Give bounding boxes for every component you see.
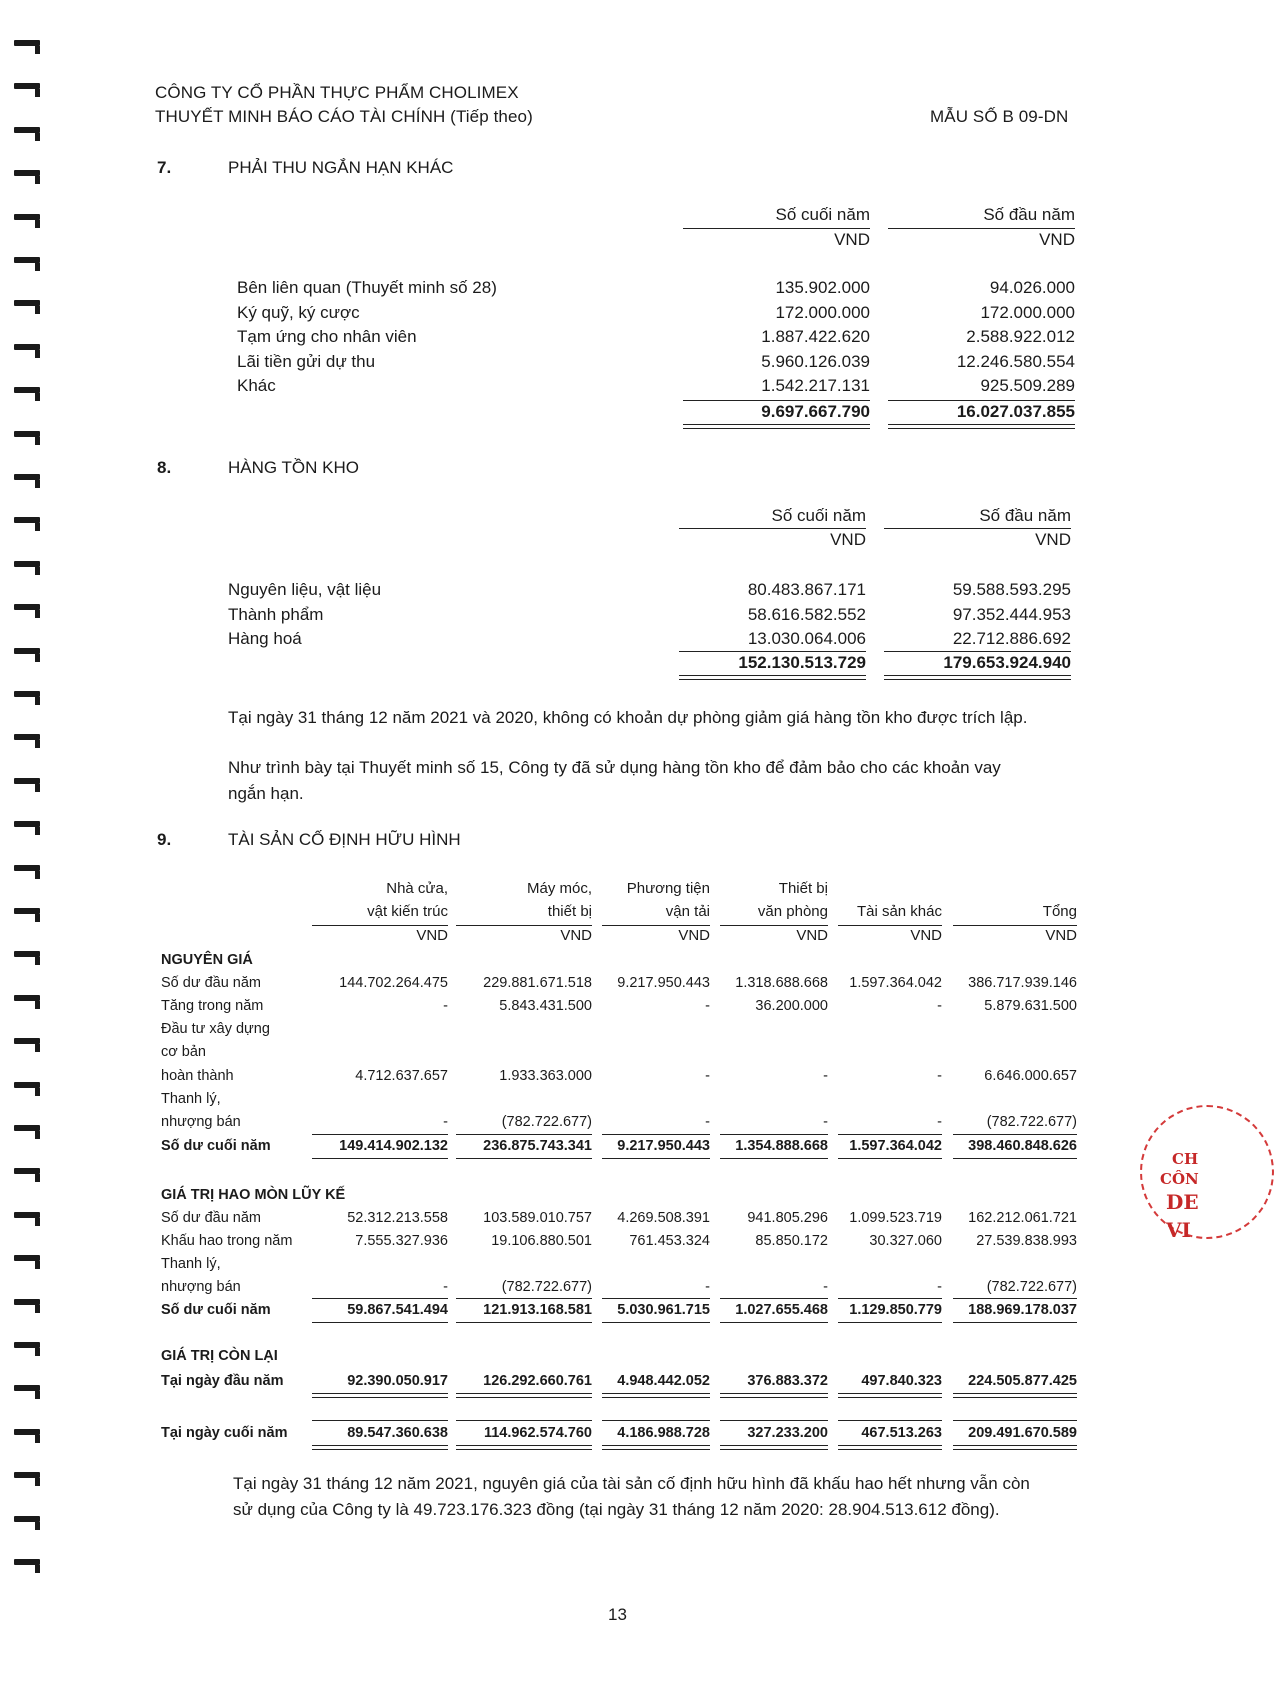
s8-note-collateral-line1: Như trình bày tại Thuyết minh số 15, Công ty đã sử dụng hàng tồn kho để đảm bảo cho các khoản vay [228, 758, 1001, 777]
s8-unit-end: VND [830, 530, 866, 549]
report-subtitle: THUYẾT MINH BÁO CÁO TÀI CHÍNH (Tiếp theo) [155, 107, 533, 126]
s9-double-rule [312, 1445, 448, 1450]
s9-subtotal-rule [953, 1298, 1077, 1299]
s8-total-double-rule-end [679, 675, 866, 680]
s8-total-end: 152.130.513.729 [738, 653, 866, 672]
s7-unit-begin: VND [1039, 230, 1075, 249]
binding-hole [14, 648, 40, 654]
s9-col-header-line2: văn phòng [757, 903, 828, 920]
s9-col-header-rule [953, 925, 1077, 926]
binding-hole [14, 1255, 40, 1261]
binding-hole [14, 1385, 40, 1391]
s9-cost-cip-label-line2: cơ bản [161, 1044, 206, 1060]
s9-double-rule [602, 1445, 710, 1450]
binding-hole [14, 431, 40, 437]
s9-subtotal-rule [953, 1158, 1077, 1159]
undefined-value: 4.186.988.728 [617, 1425, 710, 1441]
undefined-value: 5.879.631.500 [984, 998, 1077, 1014]
undefined-value: (782.722.677) [501, 1114, 592, 1130]
undefined-value: - [937, 1068, 942, 1084]
s9-subtotal-rule [953, 1322, 1077, 1323]
s9-subtotal-rule [312, 1158, 448, 1159]
undefined-value: - [443, 998, 448, 1014]
s8-total-double-rule-begin [884, 675, 1071, 680]
binding-hole [14, 1559, 40, 1565]
seal-text-line2: CÔN [1160, 1170, 1199, 1188]
s8-unit-begin: VND [1035, 530, 1071, 549]
undefined-value: 52.312.213.558 [347, 1210, 448, 1226]
section-8-number: 8. [157, 458, 172, 477]
undefined-value: (782.722.677) [986, 1114, 1077, 1130]
binding-hole [14, 821, 40, 827]
s7-row-begin-value: 94.026.000 [989, 278, 1075, 297]
s7-header-rule-begin [888, 228, 1075, 229]
s9-cost-open-label: Số dư đầu năm [161, 975, 261, 991]
binding-hole [14, 344, 40, 350]
s8-subtotal-rule-end [679, 651, 866, 652]
s7-row-end-value: 135.902.000 [775, 278, 870, 297]
s9-col-header-rule [456, 925, 592, 926]
s9-dep-open-label: Số dư đầu năm [161, 1210, 261, 1226]
s9-subtotal-rule [312, 1134, 448, 1135]
s9-col-header-line2: vật kiến trúc [367, 903, 448, 920]
s9-col-unit: VND [678, 927, 710, 944]
s9-dep-disp-label-line1: Thanh lý, [161, 1256, 221, 1272]
undefined-value: 1.129.850.779 [849, 1302, 942, 1318]
s9-double-rule [838, 1445, 942, 1450]
undefined-value: 121.913.168.581 [483, 1302, 592, 1318]
undefined-value: 209.491.670.589 [968, 1425, 1077, 1441]
s9-cost-disp-label-line2: nhượng bán [161, 1114, 241, 1130]
binding-hole [14, 561, 40, 567]
undefined-value: 1.933.363.000 [499, 1068, 592, 1084]
binding-hole [14, 1429, 40, 1435]
binding-hole [14, 1516, 40, 1522]
undefined-value: 229.881.671.518 [483, 975, 592, 991]
s9-subtotal-rule [456, 1298, 592, 1299]
undefined-value: 1.099.523.719 [849, 1210, 942, 1226]
undefined-value: 1.318.688.668 [735, 975, 828, 991]
s7-row-end-value: 172.000.000 [775, 302, 870, 322]
section-7-title: PHẢI THU NGẮN HẠN KHÁC [228, 158, 454, 177]
s9-double-rule [602, 1393, 710, 1398]
undefined-value: 149.414.902.132 [339, 1138, 448, 1154]
seal-text-line3: DE [1166, 1190, 1199, 1214]
s7-header-rule-end [683, 228, 870, 229]
s7-row-label: Ký quỹ, ký cược [237, 302, 360, 322]
s7-total-double-rule-begin [888, 424, 1075, 429]
undefined-value: - [705, 1279, 710, 1295]
s9-subtotal-rule [312, 1420, 448, 1421]
s7-total-double-rule-end [683, 424, 870, 429]
undefined-value: 9.217.950.443 [617, 1138, 710, 1154]
s7-row-begin-value: 2.588.922.012 [966, 327, 1075, 346]
undefined-value: 1.354.888.668 [735, 1138, 828, 1154]
s9-subtotal-rule [456, 1420, 592, 1421]
binding-hole [14, 604, 40, 610]
undefined-value: 9.217.950.443 [617, 975, 710, 991]
s7-row-label: Lãi tiền gửi dự thu [237, 351, 376, 371]
binding-hole [14, 170, 40, 176]
s7-row-label: Bên liên quan (Thuyết minh số 28) [237, 278, 497, 297]
undefined-value: - [937, 1279, 942, 1295]
undefined-value: 27.539.838.993 [976, 1233, 1077, 1249]
s9-subtotal-rule [838, 1420, 942, 1421]
s9-subtotal-rule [602, 1158, 710, 1159]
s9-subtotal-rule [456, 1134, 592, 1135]
s8-row-label: Thành phẩm [228, 604, 324, 624]
s9-subtotal-rule [838, 1158, 942, 1159]
s7-row-begin-value: 925.509.289 [980, 376, 1075, 395]
s9-subtotal-rule [456, 1158, 592, 1159]
s9-col-unit: VND [416, 927, 448, 944]
s7-subtotal-rule-end [683, 400, 870, 401]
s9-nbv-open-label: Tại ngày đầu năm [161, 1373, 284, 1389]
s9-subtotal-rule [838, 1134, 942, 1135]
undefined-value: 114.962.574.760 [483, 1425, 592, 1441]
s9-subtotal-rule [456, 1322, 592, 1323]
undefined-value: - [823, 1279, 828, 1295]
s9-subtotal-rule [953, 1134, 1077, 1135]
undefined-value: 4.712.637.657 [355, 1068, 448, 1084]
s8-header-rule-end [679, 528, 866, 529]
binding-hole [14, 1472, 40, 1478]
binding-hole [14, 83, 40, 89]
binding-hole [14, 1082, 40, 1088]
undefined-value: - [443, 1114, 448, 1130]
s8-row-begin-value: 22.712.886.692 [952, 629, 1071, 648]
binding-hole [14, 1212, 40, 1218]
section-9-number: 9. [157, 830, 172, 849]
undefined-value: 59.867.541.494 [347, 1302, 448, 1318]
s7-col-begin-header: Số đầu năm [983, 205, 1075, 224]
s9-col-header-rule [720, 925, 828, 926]
undefined-value: 1.027.655.468 [735, 1302, 828, 1318]
s7-total-end: 9.697.667.790 [761, 402, 870, 421]
undefined-value: 327.233.200 [747, 1425, 828, 1441]
s9-subtotal-rule [602, 1298, 710, 1299]
company-name: CÔNG TY CỔ PHẦN THỰC PHẨM CHOLIMEX [155, 83, 519, 102]
binding-hole [14, 691, 40, 697]
s9-col-header-line2: Tổng [1042, 903, 1077, 920]
s8-col-end-header: Số cuối năm [771, 506, 866, 525]
seal-text-line1: CH [1172, 1150, 1199, 1168]
s7-subtotal-rule-begin [888, 400, 1075, 401]
s9-col-unit: VND [796, 927, 828, 944]
s9-dep-close-label: Số dư cuối năm [161, 1302, 271, 1318]
s8-row-label: Nguyên liệu, vật liệu [228, 580, 382, 599]
undefined-value: 941.805.296 [747, 1210, 828, 1226]
binding-hole [14, 995, 40, 1001]
undefined-value: 5.843.431.500 [499, 998, 592, 1014]
s9-col-header-line2: thiết bị [547, 903, 592, 920]
s9-cost-add-label: Tăng trong năm [161, 998, 264, 1014]
s9-double-rule [456, 1445, 592, 1450]
undefined-value: 224.505.877.425 [968, 1373, 1077, 1389]
s9-col-header-line2: vận tải [665, 903, 710, 920]
s9-subtotal-rule [953, 1420, 1077, 1421]
undefined-value: 497.840.323 [861, 1373, 942, 1389]
s8-note-provision: Tại ngày 31 tháng 12 năm 2021 và 2020, không có khoản dự phòng giảm giá hàng tồn kho được trích lập. [228, 708, 1028, 727]
s9-col-header-line2: Tài sản khác [856, 903, 942, 920]
s9-subtotal-rule [720, 1298, 828, 1299]
undefined-value: - [705, 1114, 710, 1130]
undefined-value: 126.292.660.761 [483, 1373, 592, 1389]
s9-cost-heading: NGUYÊN GIÁ [161, 952, 253, 968]
binding-hole [14, 865, 40, 871]
s9-col-header-rule [602, 925, 710, 926]
s9-cost-disp-label-line1: Thanh lý, [161, 1091, 221, 1107]
binding-hole [14, 1125, 40, 1131]
undefined-value: (782.722.677) [501, 1279, 592, 1295]
s8-col-begin-header: Số đầu năm [979, 506, 1071, 525]
undefined-value: 761.453.324 [629, 1233, 710, 1249]
undefined-value: 4.948.442.052 [617, 1373, 710, 1389]
s7-row-begin-value: 172.000.000 [980, 302, 1075, 322]
undefined-value: 30.327.060 [869, 1233, 942, 1249]
s9-col-header-line1: Phương tiện [626, 880, 710, 897]
s9-subtotal-rule [720, 1134, 828, 1135]
undefined-value: 5.030.961.715 [617, 1302, 710, 1318]
s7-row-end-value: 1.887.422.620 [761, 327, 870, 346]
undefined-value: 92.390.050.917 [347, 1373, 448, 1389]
s9-subtotal-rule [602, 1322, 710, 1323]
section-9-title: TÀI SẢN CỐ ĐỊNH HỮU HÌNH [228, 830, 461, 849]
section-7-number: 7. [157, 158, 172, 177]
binding-hole [14, 1342, 40, 1348]
s9-nbv-heading: GIÁ TRỊ CÒN LẠI [161, 1348, 278, 1364]
s9-nbv-close-label: Tại ngày cuối năm [161, 1425, 288, 1441]
s9-dep-heading: GIÁ TRỊ HAO MÒN LŨY KẾ [161, 1187, 346, 1203]
form-code: MẪU SỐ B 09-DN [930, 107, 1069, 126]
s8-note-collateral-line2: ngắn hạn. [228, 784, 304, 803]
binding-hole [14, 300, 40, 306]
s9-double-rule [720, 1393, 828, 1398]
binding-hole [14, 734, 40, 740]
s7-total-begin: 16.027.037.855 [956, 402, 1075, 421]
s8-header-rule-begin [884, 528, 1071, 529]
binding-hole [14, 40, 40, 46]
s7-row-label: Khác [237, 376, 276, 395]
s9-double-rule [838, 1393, 942, 1398]
undefined-value: - [705, 998, 710, 1014]
s8-row-end-value: 80.483.867.171 [747, 580, 866, 599]
s8-row-end-value: 13.030.064.006 [747, 629, 866, 648]
undefined-value: 236.875.743.341 [483, 1138, 592, 1154]
binding-hole [14, 778, 40, 784]
undefined-value: 4.269.508.391 [617, 1210, 710, 1226]
undefined-value: - [937, 1114, 942, 1130]
s9-double-rule [953, 1445, 1077, 1450]
binding-hole [14, 257, 40, 263]
s9-subtotal-rule [312, 1322, 448, 1323]
s9-double-rule [720, 1445, 828, 1450]
s8-row-end-value: 58.616.582.552 [747, 604, 866, 624]
seal-text-line4: VI [1166, 1218, 1191, 1242]
s9-col-header-line1: Nhà cửa, [386, 880, 448, 897]
s9-col-header-line1: Thiết bị [778, 880, 828, 897]
s8-row-begin-value: 59.588.593.295 [952, 580, 1071, 599]
s9-subtotal-rule [720, 1420, 828, 1421]
s9-cost-cip-label-line3: hoàn thành [161, 1068, 234, 1084]
s7-unit-end: VND [834, 230, 870, 249]
binding-hole [14, 127, 40, 133]
undefined-value: 386.717.939.146 [968, 975, 1077, 991]
binding-hole [14, 387, 40, 393]
s8-row-label: Hàng hoá [228, 629, 302, 648]
s9-subtotal-rule [838, 1322, 942, 1323]
binding-hole [14, 1299, 40, 1305]
s9-double-rule [312, 1393, 448, 1398]
undefined-value: 7.555.327.936 [355, 1233, 448, 1249]
s8-row-begin-value: 97.352.444.953 [952, 604, 1071, 624]
undefined-value: 162.212.061.721 [968, 1210, 1077, 1226]
s9-col-unit: VND [910, 927, 942, 944]
s8-subtotal-rule-begin [884, 651, 1071, 652]
binding-hole [14, 214, 40, 220]
undefined-value: 1.597.364.042 [849, 1138, 942, 1154]
undefined-value: 467.513.263 [861, 1425, 942, 1441]
s9-col-header-rule [312, 925, 448, 926]
s9-subtotal-rule [312, 1298, 448, 1299]
s9-subtotal-rule [838, 1298, 942, 1299]
page-number: 13 [608, 1605, 627, 1624]
s7-row-begin-value: 12.246.580.554 [956, 351, 1075, 371]
undefined-value: 36.200.000 [755, 998, 828, 1014]
s8-total-begin: 179.653.924.940 [943, 653, 1071, 672]
undefined-value: - [823, 1068, 828, 1084]
undefined-value: 1.597.364.042 [849, 975, 942, 991]
undefined-value: - [443, 1279, 448, 1295]
s9-col-unit: VND [560, 927, 592, 944]
undefined-value: 6.646.000.657 [984, 1068, 1077, 1084]
binding-holes [14, 0, 48, 1696]
s9-note-line1: Tại ngày 31 tháng 12 năm 2021, nguyên giá của tài sản cố định hữu hình đã khấu hao hết nhưng vẫn còn [233, 1474, 1030, 1493]
s9-dep-disp-label-line2: nhượng bán [161, 1279, 241, 1295]
undefined-value: 188.969.178.037 [968, 1302, 1077, 1318]
s9-subtotal-rule [602, 1134, 710, 1135]
undefined-value: 19.106.880.501 [491, 1233, 592, 1249]
undefined-value: - [705, 1068, 710, 1084]
s9-dep-charge-label: Khấu hao trong năm [161, 1233, 293, 1249]
section-8-title: HÀNG TỒN KHO [228, 458, 359, 477]
undefined-value: 398.460.848.626 [968, 1138, 1077, 1154]
undefined-value: 85.850.172 [755, 1233, 828, 1249]
undefined-value: - [937, 998, 942, 1014]
s7-row-end-value: 1.542.217.131 [761, 376, 870, 395]
s9-subtotal-rule [720, 1158, 828, 1159]
undefined-value: 89.547.360.638 [347, 1425, 448, 1441]
binding-hole [14, 517, 40, 523]
s9-col-header-rule [838, 925, 942, 926]
s9-col-header-line1: Máy móc, [526, 880, 592, 897]
binding-hole [14, 474, 40, 480]
s7-row-label: Tạm ứng cho nhân viên [237, 327, 417, 346]
binding-hole [14, 1168, 40, 1174]
undefined-value: 376.883.372 [747, 1373, 828, 1389]
undefined-value: (782.722.677) [986, 1279, 1077, 1295]
s9-double-rule [456, 1393, 592, 1398]
undefined-value: 144.702.264.475 [339, 975, 448, 991]
s9-double-rule [953, 1393, 1077, 1398]
undefined-value: 103.589.010.757 [483, 1210, 592, 1226]
s9-cost-cip-label-line1: Đầu tư xây dựng [161, 1021, 270, 1037]
binding-hole [14, 1038, 40, 1044]
binding-hole [14, 908, 40, 914]
s9-subtotal-rule [602, 1420, 710, 1421]
s9-subtotal-rule [720, 1322, 828, 1323]
s9-cost-close-label: Số dư cuối năm [161, 1138, 271, 1154]
s7-row-end-value: 5.960.126.039 [761, 351, 870, 371]
s9-note-line2: sử dụng của Công ty là 49.723.176.323 đồng (tại ngày 31 tháng 12 năm 2020: 28.904.513.612 đồng). [233, 1500, 1000, 1519]
s7-col-end-header: Số cuối năm [775, 205, 870, 224]
s9-col-unit: VND [1045, 927, 1077, 944]
undefined-value: - [823, 1114, 828, 1130]
binding-hole [14, 951, 40, 957]
